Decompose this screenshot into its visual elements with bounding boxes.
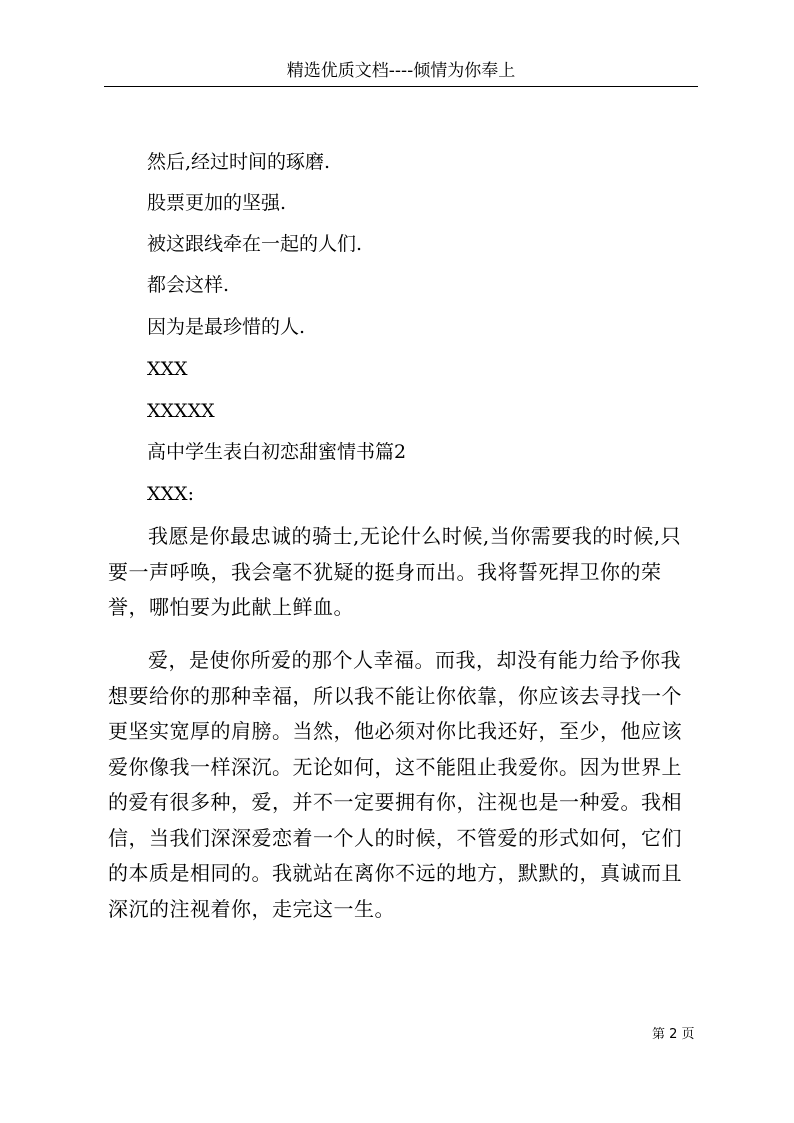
text-line: 都会这样. (147, 274, 230, 296)
text-line: 因为是最珍惜的人. (147, 316, 306, 338)
signature-line: XXXXX (147, 400, 215, 422)
body-paragraph-2 (108, 643, 696, 927)
page-header (104, 58, 698, 87)
page-number: 第 2 页 (652, 1027, 695, 1042)
salutation-line: XXX: (147, 483, 194, 505)
body-paragraph-1 (108, 519, 696, 626)
signature-line: XXX (147, 358, 188, 380)
header-title: 精选优质文档----倾情为你奉上 (286, 61, 516, 81)
section-title: 高中学生表白初恋甜蜜情书篇2 (147, 441, 407, 463)
text-line: 然后,经过时间的琢磨. (147, 151, 331, 173)
paragraph-text: 我愿是你最忠诚的骑士,无论什么时候,当你需要我的时候,只要一声呼唤，我会毫不犹疑的挺身而出。我将誓死捍卫你的荣誉，哪怕要为此献上鲜血。 (108, 524, 682, 619)
text-line: 股票更加的坚强. (147, 192, 287, 214)
paragraph-text: 爱，是使你所爱的那个人幸福。而我，却没有能力给予你我想要给你的那种幸福，所以我不能让你依靠，你应该去寻找一个更坚实宽厚的肩膀。当然，他必须对你比我还好，至少，他应该爱你像我一样深沉。无论如何，这不能阻止我爱你。因为世界上的爱有很多种，爱，并不一定要拥有你，注视也是一种爱。我相信，当我们深深爱恋着一个人的时候，不管爱的形式如何，它们的本质是相同的。我就站在离你不远的地方，默默的，真诚而且深沉的注视着你，走完这一生。 (108, 648, 682, 921)
text-line: 被这跟线牵在一起的人们. (147, 233, 363, 255)
